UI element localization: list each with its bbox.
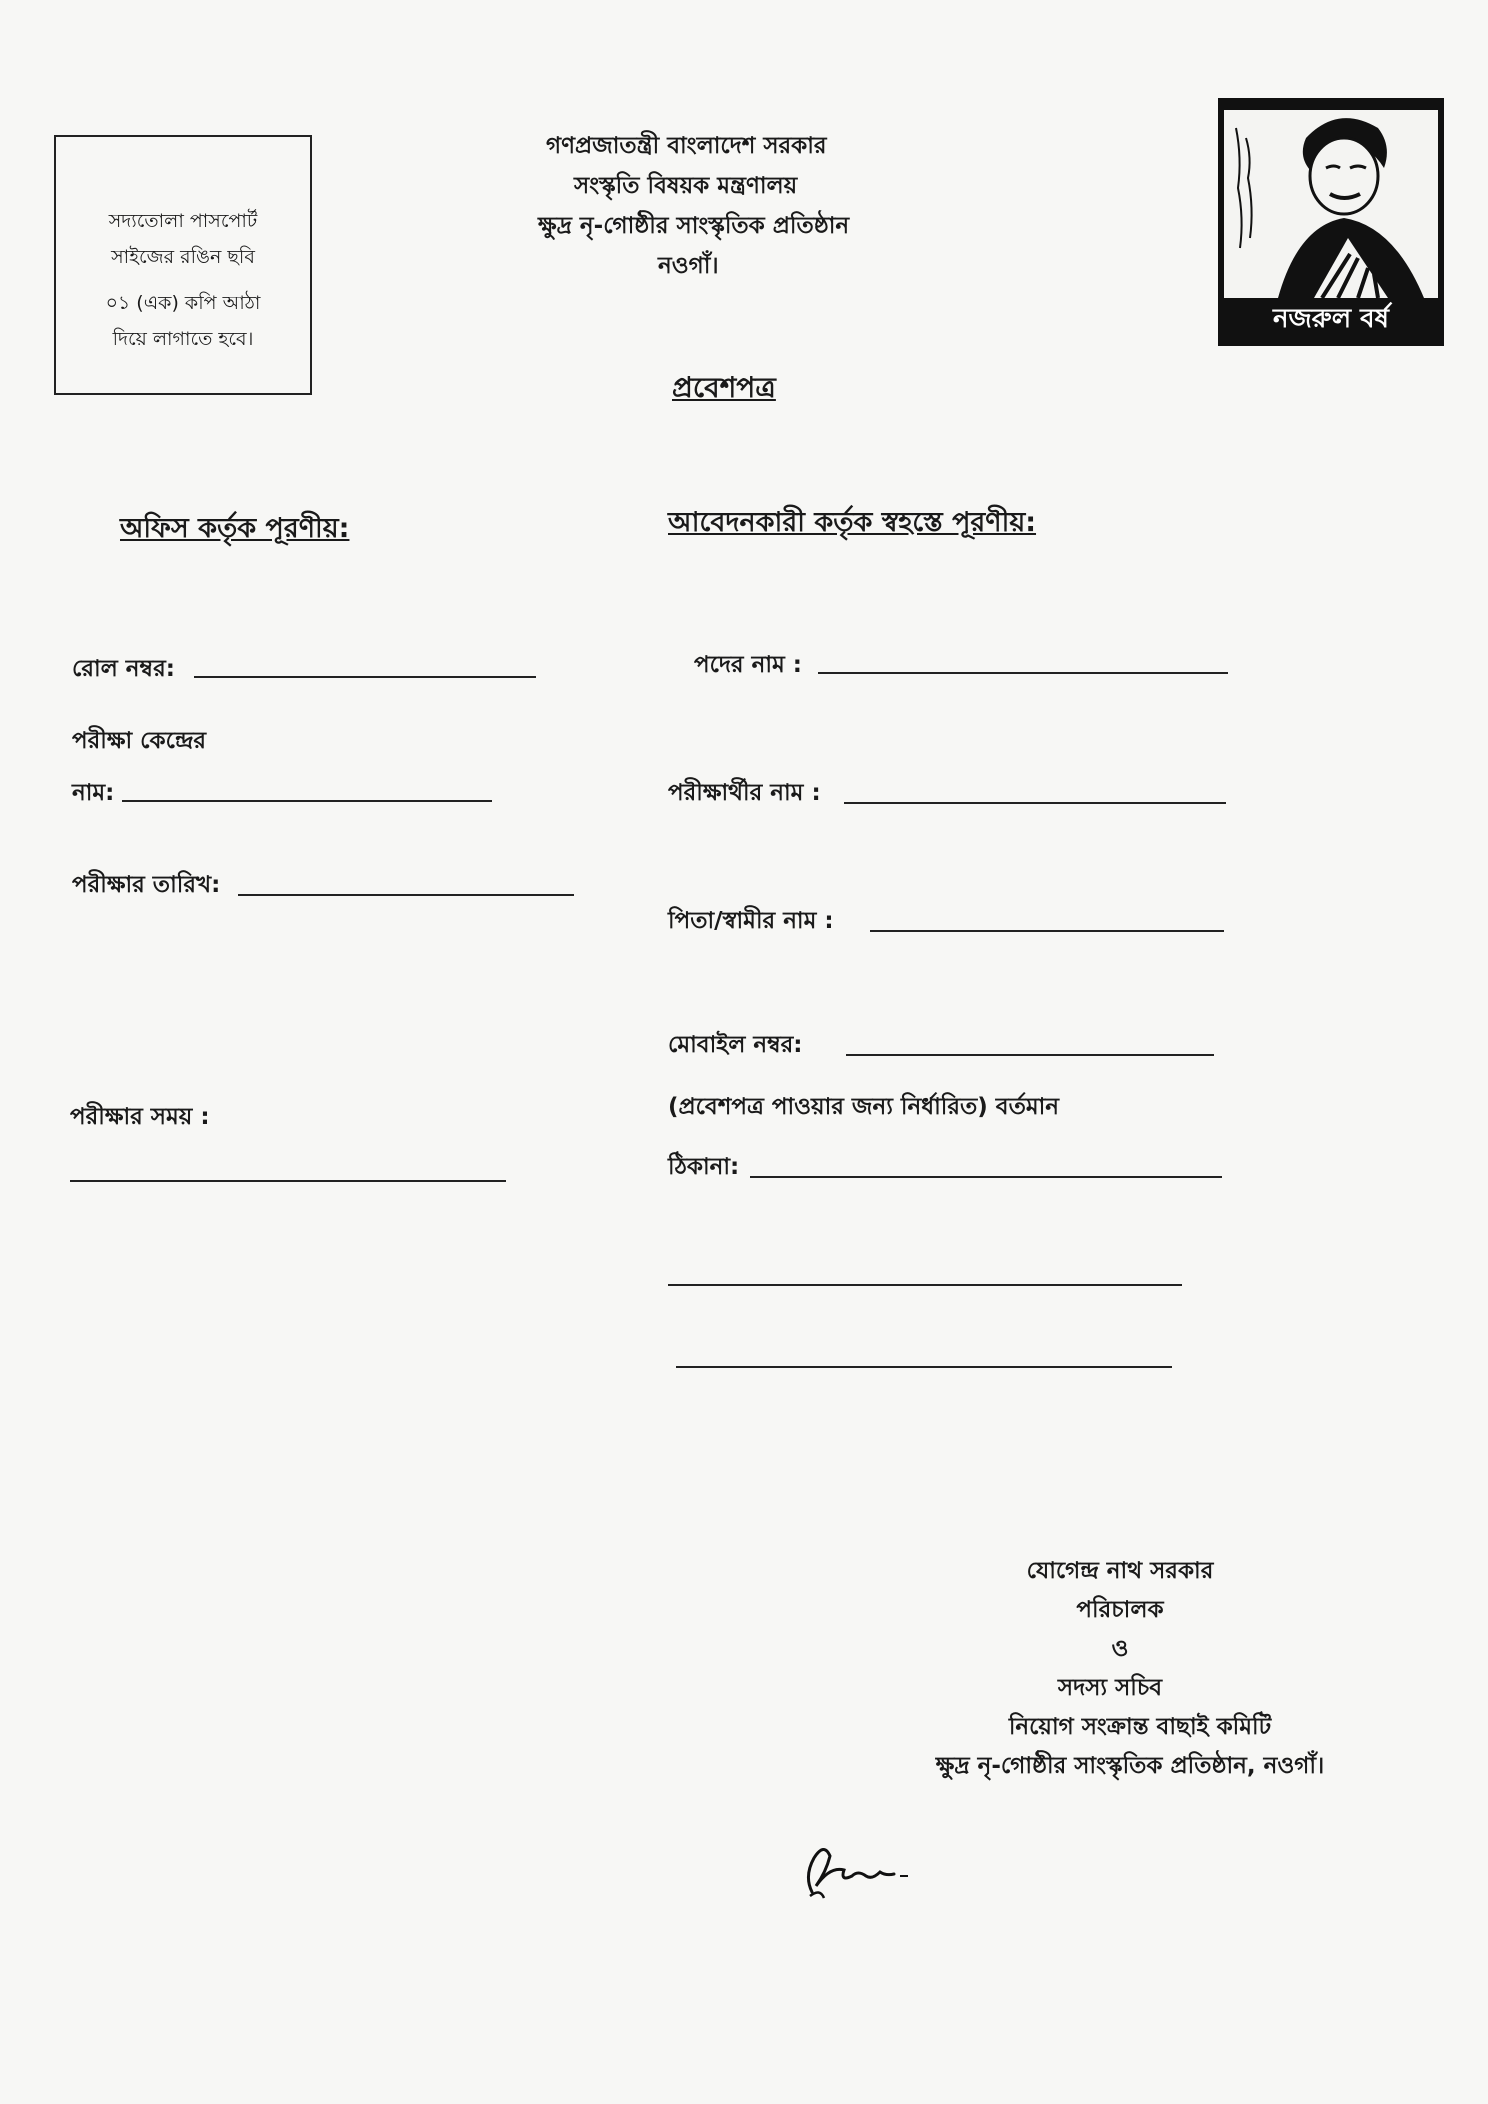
- photo-placeholder-box: [54, 135, 312, 395]
- exam-center-label-line1: পরীক্ষা কেন্দ্রের: [72, 728, 207, 754]
- address-note: (প্রবেশপত্র পাওয়ার জন্য নির্ধারিত) বর্তমান: [668, 1094, 1060, 1120]
- logo-caption: নজরুল বর্ষ: [1273, 304, 1389, 334]
- address-label: ঠিকানা:: [668, 1154, 740, 1180]
- signatory-committee: নিয়োগ সংক্রান্ত বাছাই কমিটি: [1008, 1714, 1272, 1740]
- candidate-name-field[interactable]: [844, 802, 1226, 804]
- header-institute: ক্ষুদ্র নৃ-গোষ্ঠীর সাংস্কৃতিক প্রতিষ্ঠান: [538, 213, 850, 239]
- photo-instruction-line2: সাইজের রঙিন ছবি: [111, 246, 255, 268]
- exam-center-label-line2: নাম:: [72, 780, 115, 806]
- post-name-label: পদের নাম :: [694, 652, 802, 678]
- signatory-role-director: পরিচালক: [1076, 1597, 1164, 1623]
- header-district: নওগাঁ।: [658, 253, 719, 279]
- exam-date-field[interactable]: [238, 894, 574, 896]
- address-field-line2[interactable]: [668, 1284, 1182, 1286]
- signatory-name: যোগেন্দ্র নাথ সরকার: [1026, 1558, 1214, 1584]
- document-header: [470, 126, 990, 286]
- exam-time-field[interactable]: [70, 1180, 506, 1182]
- nazrul-year-logo: [1218, 98, 1444, 346]
- exam-center-field[interactable]: [122, 800, 492, 802]
- applicant-section-heading: আবেদনকারী কর্তৃক স্বহস্তে পূরণীয়:: [668, 507, 1037, 538]
- roll-number-label: রোল নম্বর:: [72, 656, 175, 682]
- signatory-and: ও: [1111, 1636, 1129, 1662]
- exam-date-label: পরীক্ষার তারিখ:: [72, 872, 221, 898]
- header-government: গণপ্রজাতন্ত্রী বাংলাদেশ সরকার: [546, 133, 827, 159]
- document-title: প্রবেশপত্র: [672, 371, 776, 404]
- office-section-heading: অফিস কর্তৃক পূরণীয়:: [120, 513, 350, 544]
- photo-instruction-line3: ০১ (এক) কপি আঠা: [105, 292, 261, 314]
- mobile-number-label: মোবাইল নম্বর:: [668, 1032, 803, 1058]
- mobile-number-field[interactable]: [846, 1054, 1214, 1056]
- post-name-field[interactable]: [818, 672, 1228, 674]
- handwritten-signature-icon: [800, 1836, 920, 1906]
- photo-instruction-line1: সদ্যতোলা পাসপোর্ট: [108, 210, 258, 232]
- photo-instruction-line4: দিয়ে লাগাতে হবে।: [112, 328, 254, 350]
- candidate-name-label: পরীক্ষার্থীর নাম :: [668, 780, 821, 806]
- exam-time-label: পরীক্ষার সময় :: [70, 1104, 210, 1130]
- signatory-role-secretary: সদস্য সচিব: [1057, 1675, 1163, 1701]
- father-husband-name-label: পিতা/স্বামীর নাম :: [668, 908, 834, 934]
- header-ministry: সংস্কৃতি বিষয়ক মন্ত্রণালয়: [574, 173, 798, 199]
- father-husband-name-field[interactable]: [870, 930, 1224, 932]
- signatory-organization: ক্ষুদ্র নৃ-গোষ্ঠীর সাংস্কৃতিক প্রতিষ্ঠান, নওগাঁ।: [935, 1753, 1325, 1779]
- roll-number-field[interactable]: [194, 676, 536, 678]
- signatory-block: [830, 1552, 1430, 1786]
- address-field-line1[interactable]: [750, 1176, 1222, 1178]
- address-field-line3[interactable]: [676, 1366, 1172, 1368]
